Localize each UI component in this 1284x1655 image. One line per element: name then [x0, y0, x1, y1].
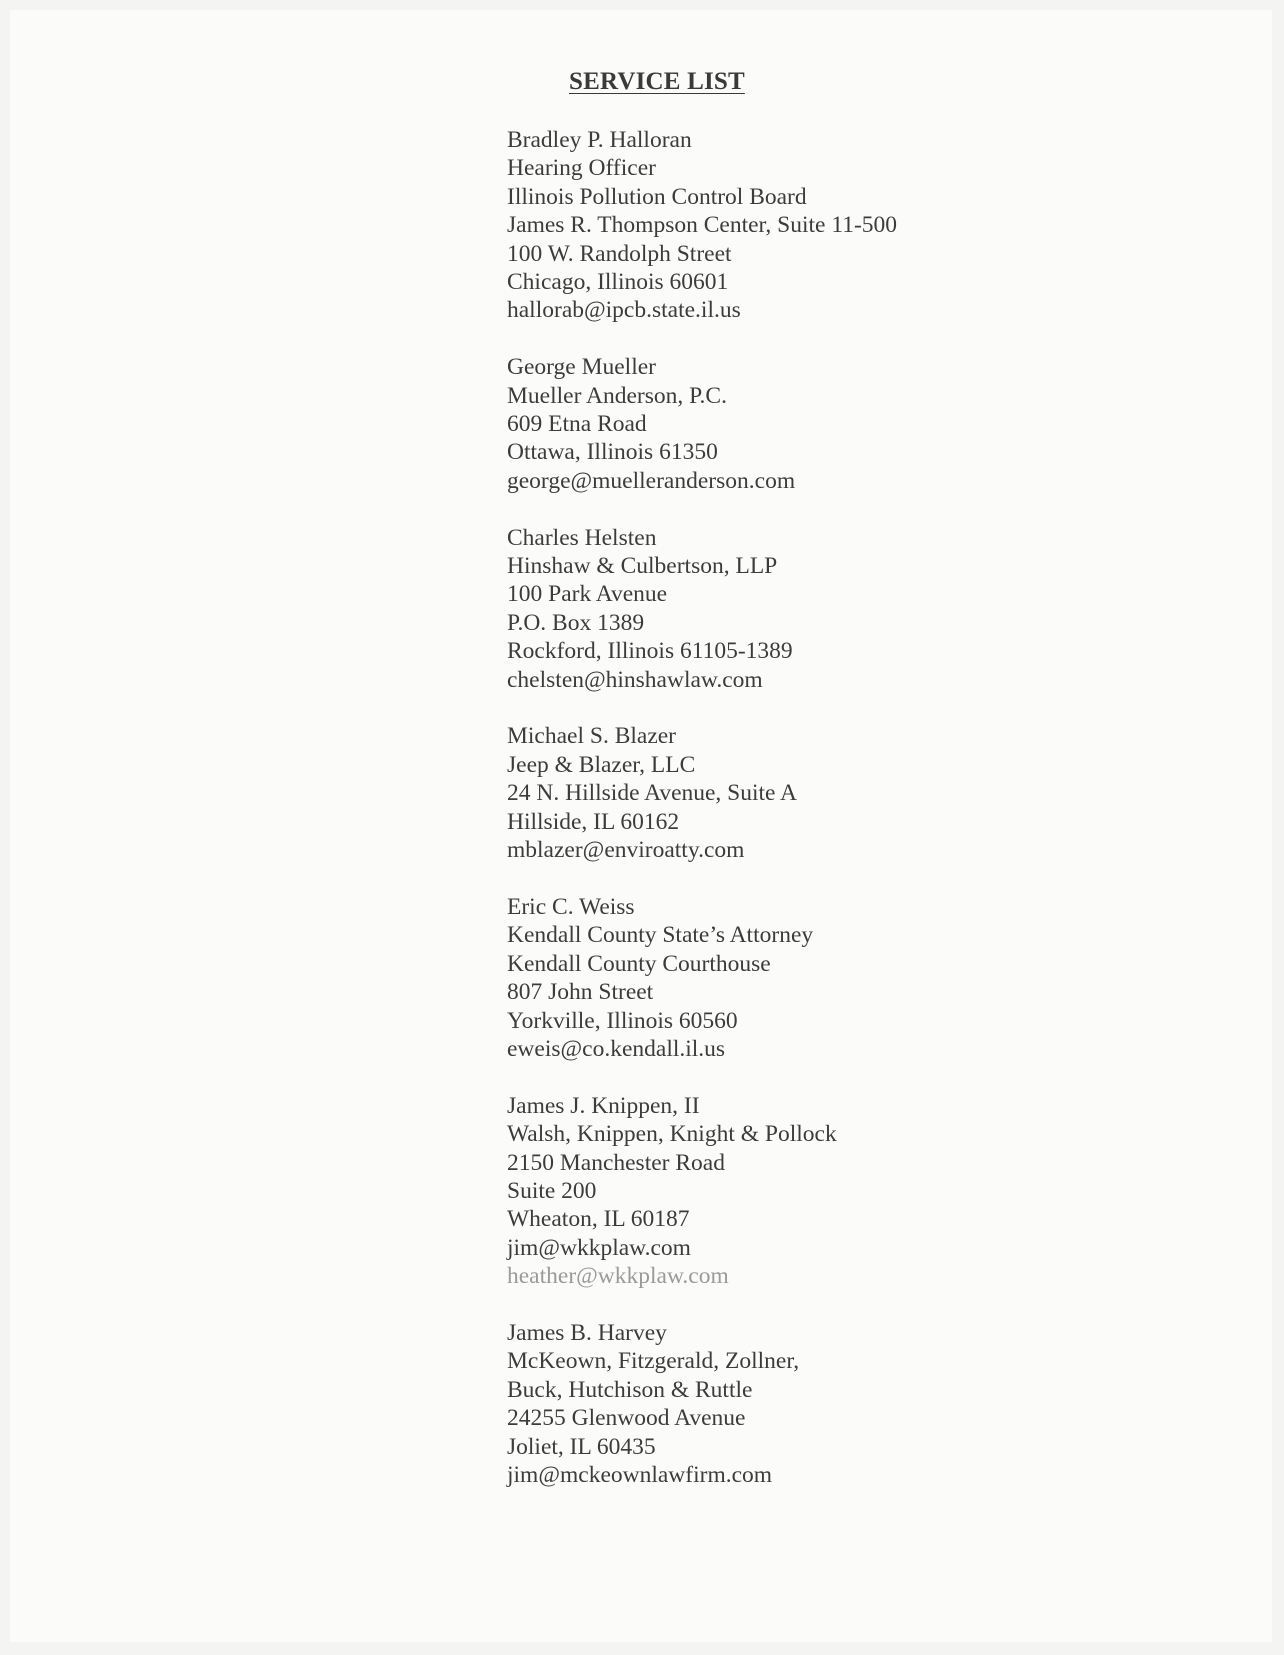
entry-name: Bradley P. Halloran — [507, 127, 692, 153]
service-entry-helsten — [507, 524, 1147, 694]
entry-line: Suite 200 — [507, 1177, 597, 1204]
service-entry-harvey — [507, 1319, 1147, 1489]
service-entry-weiss — [507, 893, 1147, 1063]
entry-line: Yorkville, Illinois 60560 — [507, 1007, 738, 1034]
entry-line: Chicago, Illinois 60601 — [507, 269, 729, 296]
service-list — [507, 126, 1147, 1518]
service-entry-knippen — [507, 1092, 1147, 1291]
entry-line: Mueller Anderson, P.C. — [507, 382, 727, 409]
entry-line: 100 Park Avenue — [507, 581, 668, 608]
entry-email: jim@wkkplaw.com — [507, 1234, 691, 1261]
entry-line: James R. Thompson Center, Suite 11-500 — [507, 212, 898, 239]
entry-line: Rockford, Illinois 61105-1389 — [507, 638, 793, 665]
entry-line: P.O. Box 1389 — [507, 609, 645, 636]
service-entry-halloran — [507, 126, 1147, 325]
entry-name: James B. Harvey — [507, 1319, 667, 1346]
entry-line: Kendall County State’s Attorney — [507, 922, 814, 949]
entry-name: Eric C. Weiss — [507, 893, 635, 920]
entry-line: 100 W. Randolph Street — [507, 240, 732, 267]
entry-email: eweis@co.kendall.il.us — [507, 1035, 726, 1062]
entry-line: Kendall County Courthouse — [507, 950, 771, 977]
entry-line: Hinshaw & Culbertson, LLP — [507, 553, 778, 580]
entry-line: McKeown, Fitzgerald, Zollner, — [507, 1348, 800, 1375]
entry-email: mblazer@enviroatty.com — [507, 837, 745, 864]
entry-email: jim@mckeownlawfirm.com — [507, 1462, 773, 1488]
entry-email: heather@wkkplaw.com — [507, 1263, 729, 1290]
entry-line: Joliet, IL 60435 — [507, 1433, 656, 1460]
entry-name: Charles Helsten — [507, 524, 657, 551]
entry-line: 807 John Street — [507, 979, 654, 1006]
service-entry-blazer — [507, 722, 1147, 864]
entry-line: 2150 Manchester Road — [507, 1149, 725, 1176]
entry-name: James J. Knippen, II — [507, 1092, 700, 1119]
entry-line: Wheaton, IL 60187 — [507, 1206, 690, 1233]
entry-line: Buck, Hutchison & Ruttle — [507, 1376, 753, 1403]
entry-email: chelsten@hinshawlaw.com — [507, 666, 763, 693]
entry-email: hallorab@ipcb.state.il.us — [507, 297, 741, 324]
entry-line: 24255 Glenwood Avenue — [507, 1405, 746, 1432]
entry-line: Jeep & Blazer, LLC — [507, 751, 696, 778]
entry-line: Hearing Officer — [507, 155, 656, 182]
entry-name: George Mueller — [507, 354, 656, 381]
entry-line: Illinois Pollution Control Board — [507, 183, 807, 210]
entry-line: 609 Etna Road — [507, 411, 647, 438]
entry-line: Ottawa, Illinois 61350 — [507, 439, 718, 466]
entry-line: 24 N. Hillside Avenue, Suite A — [507, 780, 798, 807]
entry-line: Hillside, IL 60162 — [507, 808, 680, 835]
service-entry-mueller — [507, 353, 1147, 495]
entry-line: Walsh, Knippen, Knight & Pollock — [507, 1121, 837, 1148]
page-title: SERVICE LIST — [569, 68, 745, 95]
entry-name: Michael S. Blazer — [507, 723, 677, 750]
entry-email: george@muelleranderson.com — [507, 467, 796, 494]
